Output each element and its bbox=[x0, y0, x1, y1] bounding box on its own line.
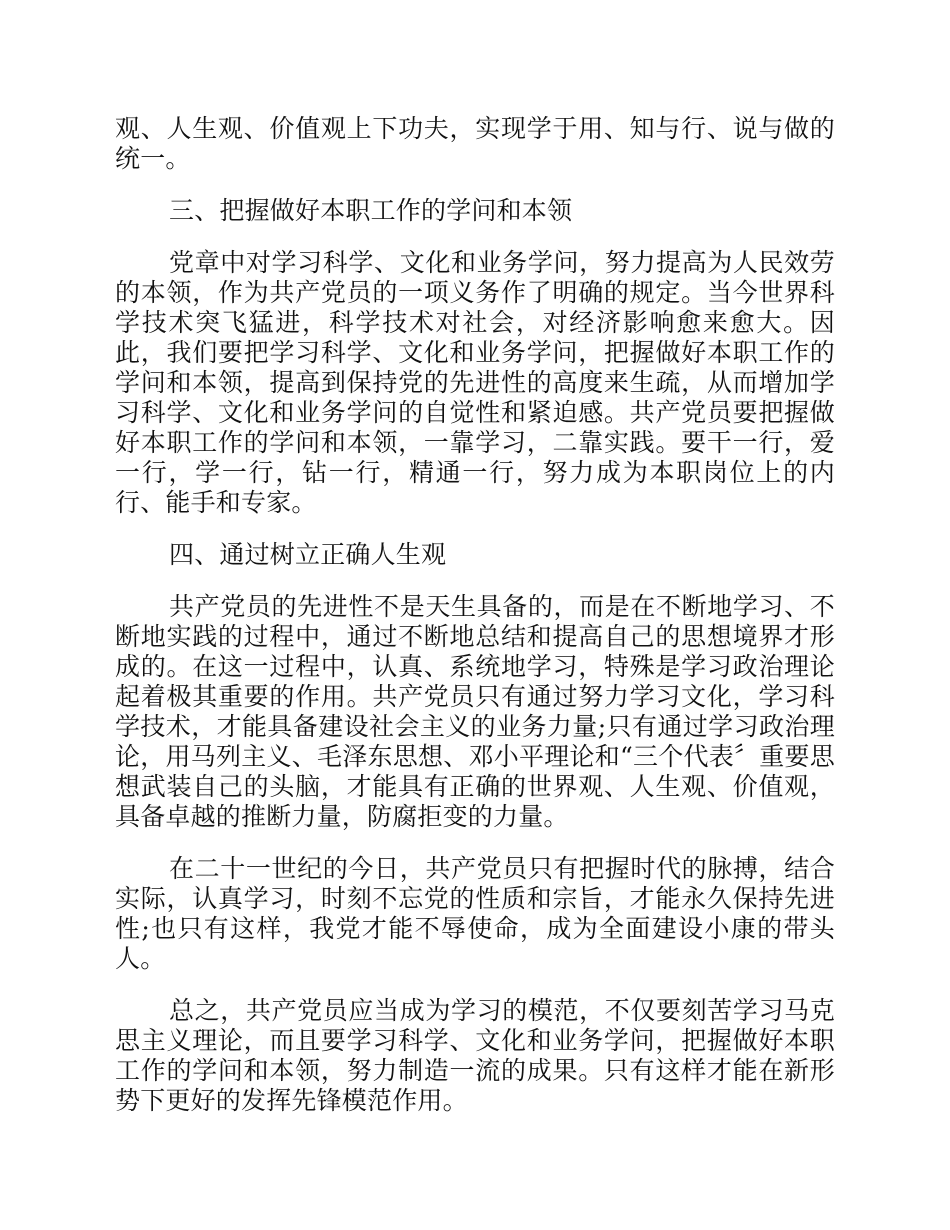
section-heading-3: 三、把握做好本职工作的学问和本领 bbox=[169, 196, 573, 225]
paragraph-continuation: 观、人生观、价值观上下功夫，实现学于用、知与行、说与做的统一。 bbox=[115, 114, 835, 173]
paragraph-section-3: 党章中对学习科学、文化和业务学问，努力提高为人民效劳的本领，作为共产党员的一项义务作了明确的规定。当今世界科学技术突飞猛进，科学技术对社会，对经济影响愈来愈大。因此，我们要把学习科学、文化和业务学问，把握做好本职工作的学问和本领，提高到保持党的先进性的高度来生疏，从而增加学习科学、文化和业务学问的自觉性和紧迫感。共产党员要把握做好本职工作的学问和本领，一靠学习，二靠实践。要干一行，爱一行，学一行，钻一行，精通一行，努力成为本职岗位上的内行、能手和专家。 bbox=[115, 248, 835, 517]
paragraph-twenty-first-century: 在二十一世纪的今日，共产党员只有把握时代的脉搏，结合实际，认真学习，时刻不忘党的性质和宗旨，才能永久保持先进性;也只有这样，我党才能不辱使命，成为全面建设小康的带头人。 bbox=[115, 854, 835, 973]
paragraph-section-4: 共产党员的先进性不是天生具备的，而是在不断地学习、不断地实践的过程中，通过不断地总结和提高自己的思想境界才形成的。在这一过程中，认真、系统地学习，特殊是学习政治理论起着极其重要的作用。共产党员只有通过努力学习文化，学习科学技术，才能具备建设社会主义的业务力量;只有通过学习政治理论，用马列主义、毛泽东思想、邓小平理论和“三个代表〞重要思想武装自己的头脑，才能具有正确的世界观、人生观、价值观，具备卓越的推断力量，防腐拒变的力量。 bbox=[115, 592, 835, 831]
document-body bbox=[115, 114, 835, 1138]
section-heading-4: 四、通过树立正确人生观 bbox=[169, 540, 447, 569]
paragraph-conclusion: 总之，共产党员应当成为学习的模范，不仅要刻苦学习马克思主义理论，而且要学习科学、文化和业务学问，把握做好本职工作的学问和本领，努力制造一流的成果。只有这样才能在新形势下更好的发挥先锋模范作用。 bbox=[115, 996, 835, 1115]
